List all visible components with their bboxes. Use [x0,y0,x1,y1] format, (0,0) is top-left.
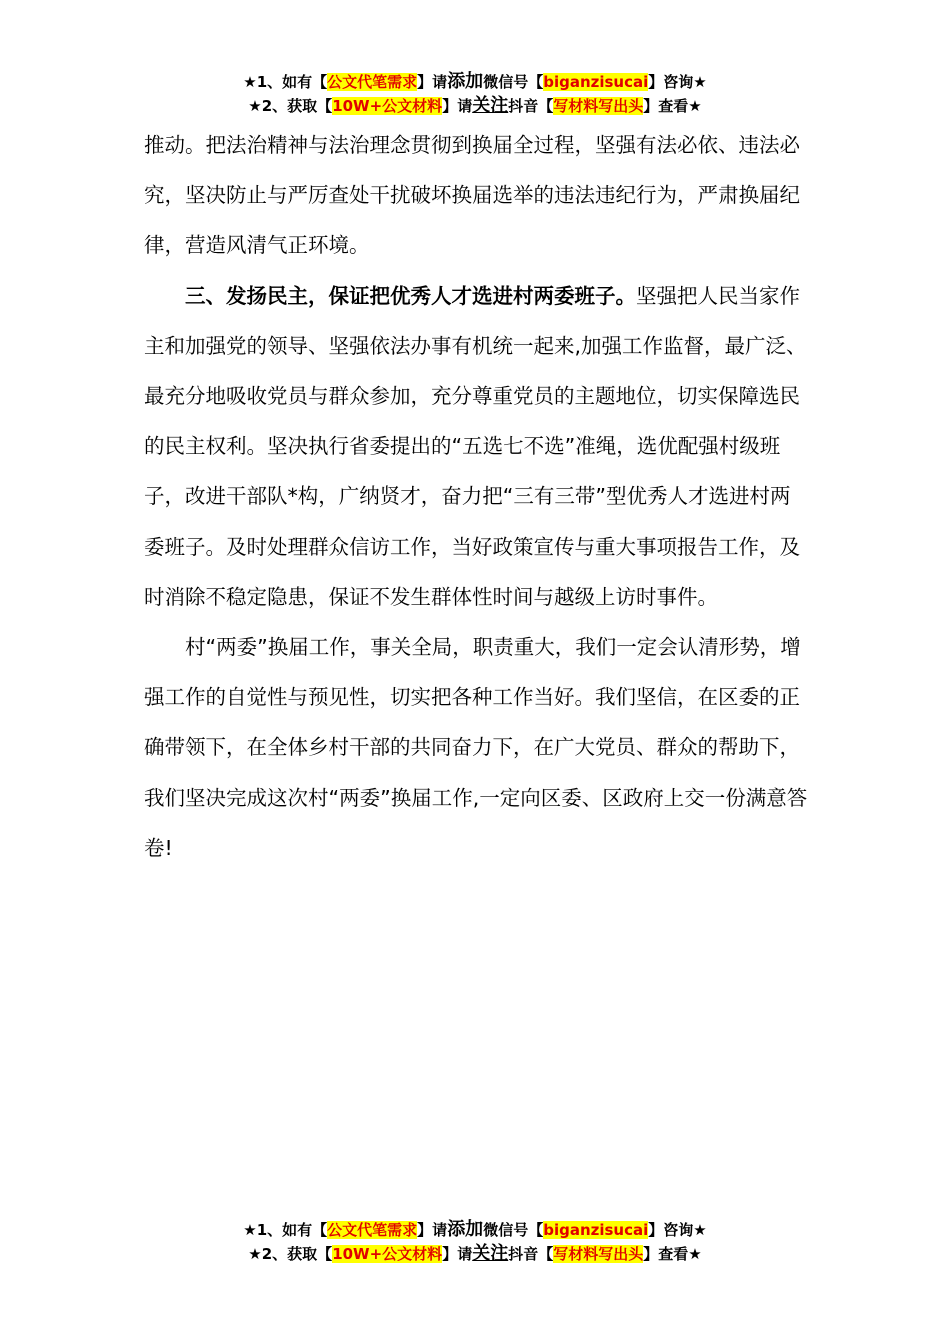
paragraph-1: 推动。把法治精神与法治理念贯彻到换届全过程，坚强有法必依、违法必究，坚决防止与严厉查处干扰破坏换届选举的违法违纪行为，严肃换届纪律，营造风清气正环境。 [144,133,800,258]
banner-emphasis: 添加 [447,71,484,92]
banner-highlight: biganzisucai [543,73,649,91]
banner-highlight: 写材料写出头 [553,97,644,115]
banner-emphasis: 关注 [472,95,509,116]
banner-highlight: 写材料写出头 [553,1245,644,1263]
banner-highlight: biganzisucai [543,1221,649,1239]
paragraph-3: 村“两委”换届工作，事关全局，职责重大，我们一定会认清形势，增强工作的自觉性与预见性，切实把各种工作当好。我们坚信，在区委的正确带领下，在全体乡村干部的共同奋力下，在广大党员、群众的帮助下，我们坚决完成这次村“两委”换届工作,一定向区委、区政府上交一份满意答卷! [144,635,808,860]
banner-text: 抖音【 [508,1245,554,1263]
paragraph-2 [144,271,810,622]
banner-text: 】请 [442,97,473,115]
banner-text: 】请 [417,1221,448,1239]
banner-line-2 [0,1242,950,1266]
banner-text: 】查看★ [643,97,702,115]
banner-line-1 [0,70,950,94]
section-heading: 三、发扬民主，保证把优秀人才选进村两委班子。 [185,283,636,308]
banner-highlight: 10W+公文材料 [332,1245,443,1263]
banner-highlight: 公文代笔需求 [327,1221,418,1239]
banner-text: 抖音【 [508,97,554,115]
banner-highlight: 10W+公文材料 [332,97,443,115]
banner-text: 微信号【 [483,1221,544,1239]
banner-text: ★1、如有【 [243,73,328,91]
banner-line-1 [0,1218,950,1242]
banner-text: 】咨询★ [648,73,707,91]
banner-emphasis: 添加 [447,1219,484,1240]
banner-emphasis: 关注 [472,1243,509,1264]
banner-text: 】查看★ [643,1245,702,1263]
banner-text: 】请 [442,1245,473,1263]
footer-banner [0,1218,950,1266]
paragraph-2-text: 坚强把人民当家作主和加强党的领导、坚强依法办事有机统一起来,加强工作监督，最广泛、最充分地吸收党员与群众参加，充分尊重党员的主题地位，切实保障选民的民主权利。坚决执行省委提出的“五选七不选”准绳，选优配强村级班子，改进干部队*构，广纳贤才，奋力把“三有三带”型优秀人才选进村两委班子。及时处理群众信访工作，当好政策宣传与重大事项报告工作，及时消除不稳定隐患，保证不发生群体性时间与越级上访时事件。 [144,283,807,609]
banner-text: ★2、获取【 [248,97,333,115]
banner-text: 微信号【 [483,73,544,91]
banner-text: 】咨询★ [648,1221,707,1239]
banner-line-2 [0,94,950,118]
banner-highlight: 公文代笔需求 [327,73,418,91]
header-banner [0,70,950,118]
banner-text: 】请 [417,73,448,91]
banner-text: ★1、如有【 [243,1221,328,1239]
banner-text: ★2、获取【 [248,1245,333,1263]
document-body [144,120,810,873]
